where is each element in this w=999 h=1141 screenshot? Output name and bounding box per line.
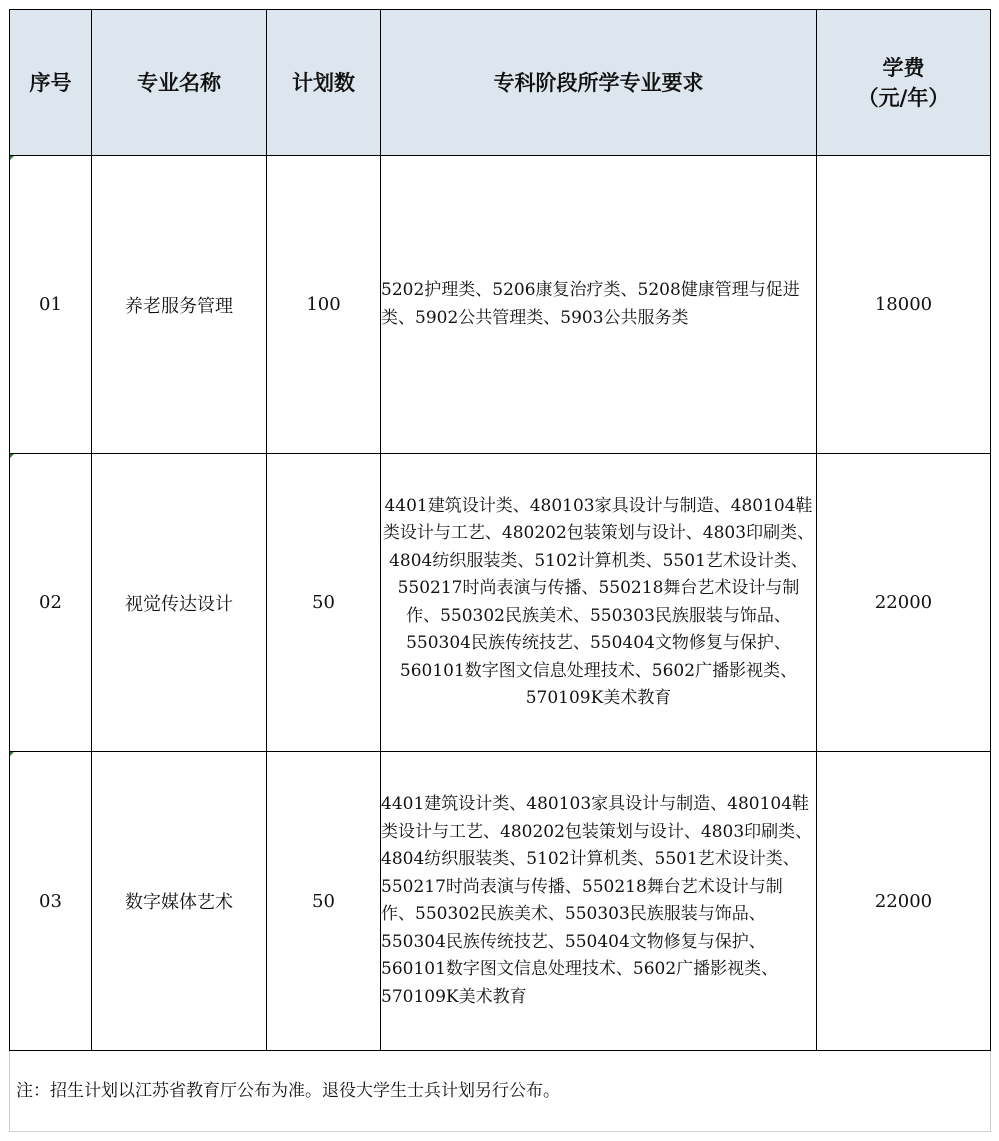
footnote: 注：招生计划以江苏省教育厅公布为准。退役大学生士兵计划另行公布。 xyxy=(16,1081,560,1101)
table-header-row xyxy=(10,10,991,156)
header-major-name: 专业名称 xyxy=(92,10,267,156)
table-row xyxy=(10,454,991,752)
header-tuition-line2: （元/年） xyxy=(857,85,950,110)
row-tuition: 22000 xyxy=(817,752,991,1051)
table-row xyxy=(10,752,991,1051)
row-plan-count: 50 xyxy=(267,752,381,1051)
row-tuition: 22000 xyxy=(817,454,991,752)
cell-corner-marker xyxy=(10,156,14,160)
header-index: 序号 xyxy=(10,10,92,156)
row-tuition: 18000 xyxy=(817,156,991,454)
header-requirement: 专科阶段所学专业要求 xyxy=(381,10,817,156)
row-major-name: 养老服务管理 xyxy=(92,156,267,454)
row-major-name: 数字媒体艺术 xyxy=(92,752,267,1051)
row-requirement: 4401建筑设计类、480103家具设计与制造、480104鞋类设计与工艺、480202包装策划与设计、4803印刷类、4804纺织服装类、5102计算机类、5501艺术设计类、550217时尚表演与传播、550218舞台艺术设计与制作、550302民族美术、550303民族服装与饰品、550304民族传统技艺、550404文物修复与保护、560101数字图文信息处理技术、5602广播影视类、570109K美术教育 xyxy=(381,752,817,1051)
cell-corner-marker xyxy=(10,454,14,458)
cell-corner-marker xyxy=(10,752,14,756)
enrollment-plan-table xyxy=(9,9,991,1051)
row-requirement: 5202护理类、5206康复治疗类、5208健康管理与促进类、5902公共管理类、5903公共服务类 xyxy=(381,156,817,454)
row-requirement: 4401建筑设计类、480103家具设计与制造、480104鞋类设计与工艺、480202包装策划与设计、4803印刷类、4804纺织服装类、5102计算机类、5501艺术设计类、550217时尚表演与传播、550218舞台艺术设计与制作、550302民族美术、550303民族服装与饰品、550304民族传统技艺、550404文物修复与保护、560101数字图文信息处理技术、5602广播影视类、570109K美术教育 xyxy=(381,454,817,752)
row-index: 02 xyxy=(10,454,92,752)
header-tuition-line1: 学费 xyxy=(882,55,925,80)
row-plan-count: 50 xyxy=(267,454,381,752)
table-row xyxy=(10,156,991,454)
header-plan-count: 计划数 xyxy=(267,10,381,156)
row-plan-count: 100 xyxy=(267,156,381,454)
row-index: 01 xyxy=(10,156,92,454)
row-major-name: 视觉传达设计 xyxy=(92,454,267,752)
row-index: 03 xyxy=(10,752,92,1051)
header-tuition xyxy=(817,10,991,156)
